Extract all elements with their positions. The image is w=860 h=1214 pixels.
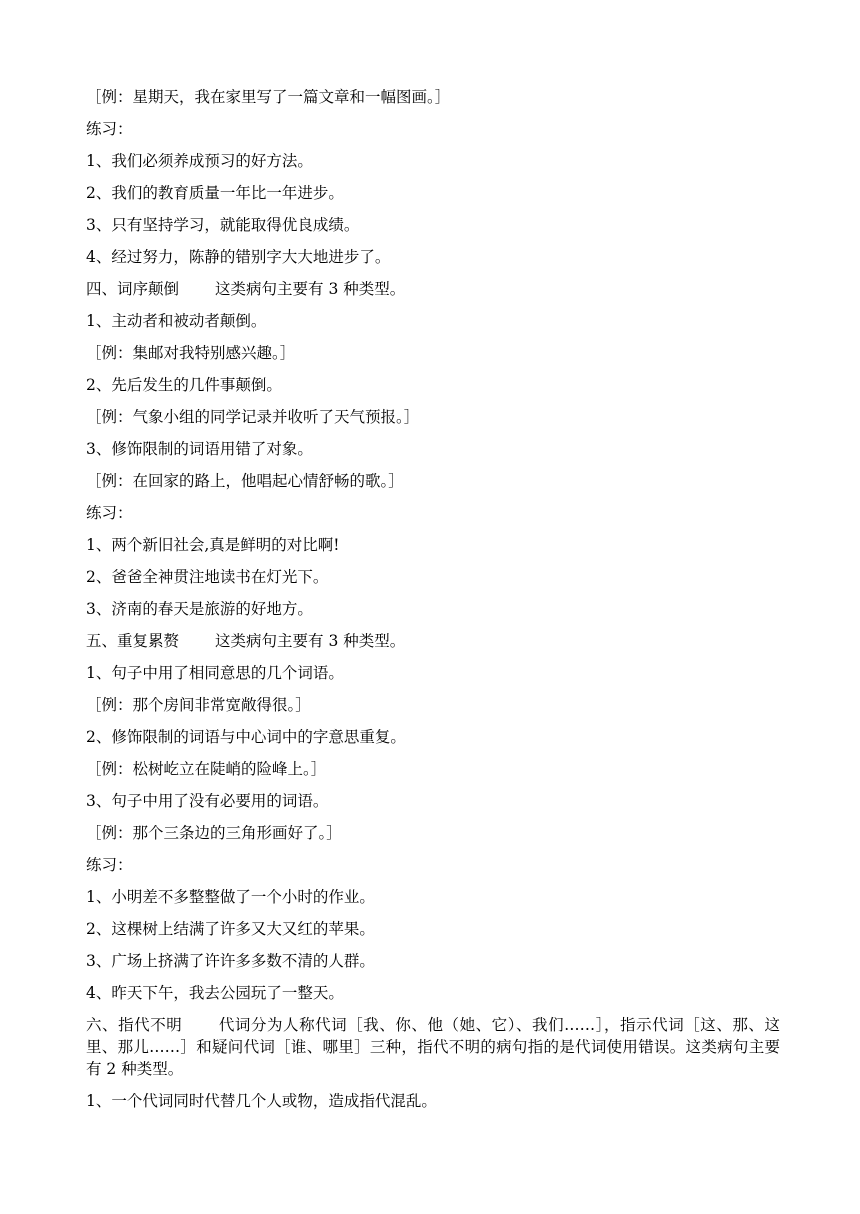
example-line: ［例：星期天，我在家里写了一篇文章和一幅图画。］ bbox=[86, 88, 451, 106]
exercise-item: 2、爸爸全神贯注地读书在灯光下。 bbox=[86, 568, 329, 586]
example-line: ［例：在回家的路上，他唱起心情舒畅的歌。］ bbox=[86, 472, 404, 490]
exercise-label: 练习： bbox=[86, 504, 133, 522]
example-line: ［例：松树屹立在陡峭的险峰上。］ bbox=[86, 760, 327, 778]
type-item: 1、一个代词同时代替几个人或物，造成指代混乱。 bbox=[86, 1092, 437, 1110]
section-title: 五、重复累赘 bbox=[86, 632, 180, 650]
section-note: 这类病句主要有 3 种类型。 bbox=[215, 632, 406, 650]
example-line: ［例：集邮对我特别感兴趣。］ bbox=[86, 344, 296, 362]
type-item: 1、句子中用了相同意思的几个词语。 bbox=[86, 664, 344, 682]
section-heading-word-order bbox=[86, 278, 780, 310]
example-line: ［例：气象小组的同学记录并收听了天气预报。］ bbox=[86, 408, 420, 426]
exercise-item: 1、两个新旧社会,真是鲜明的对比啊! bbox=[86, 536, 340, 554]
exercise-label: 练习： bbox=[86, 120, 133, 138]
exercise-item: 4、经过努力，陈静的错别字大大地进步了。 bbox=[86, 248, 391, 266]
section-title: 四、词序颠倒 bbox=[86, 280, 180, 298]
type-item: 2、先后发生的几件事颠倒。 bbox=[86, 376, 282, 394]
example-line: ［例：那个三条边的三角形画好了。］ bbox=[86, 824, 342, 842]
exercise-item: 2、这棵树上结满了许多又大又红的苹果。 bbox=[86, 920, 375, 938]
type-item: 3、修饰限制的词语用错了对象。 bbox=[86, 440, 313, 458]
exercise-item: 3、只有坚持学习，就能取得优良成绩。 bbox=[86, 216, 360, 234]
document-page bbox=[86, 86, 780, 1122]
section-paragraph-unclear-reference bbox=[86, 1014, 780, 1080]
exercise-item: 1、我们必须养成预习的好方法。 bbox=[86, 152, 313, 170]
type-item: 3、句子中用了没有必要用的词语。 bbox=[86, 792, 329, 810]
section-note: 这类病句主要有 3 种类型。 bbox=[215, 280, 406, 298]
exercise-item: 3、济南的春天是旅游的好地方。 bbox=[86, 600, 313, 618]
exercise-item: 4、昨天下午，我去公园玩了一整天。 bbox=[86, 984, 344, 1002]
exercise-item: 2、我们的教育质量一年比一年进步。 bbox=[86, 184, 344, 202]
type-item: 2、修饰限制的词语与中心词中的字意思重复。 bbox=[86, 728, 406, 746]
example-line: ［例：那个房间非常宽敞得很。］ bbox=[86, 696, 311, 714]
type-item: 1、主动者和被动者颠倒。 bbox=[86, 312, 267, 330]
exercise-item: 1、小明差不多整整做了一个小时的作业。 bbox=[86, 888, 375, 906]
section-body: 代词分为人称代词［我、你、他（她、它）、我们……］，指示代词［这、那、这里、那儿……］和疑问代词［谁、哪里］三种，指代不明的病句指的是代词使用错误。这类病句主要有 2 种类型。 bbox=[86, 1016, 780, 1078]
section-heading-redundancy bbox=[86, 630, 780, 662]
section-title: 六、指代不明 bbox=[86, 1016, 183, 1034]
exercise-item: 3、广场上挤满了许许多多数不清的人群。 bbox=[86, 952, 375, 970]
exercise-label: 练习： bbox=[86, 856, 133, 874]
